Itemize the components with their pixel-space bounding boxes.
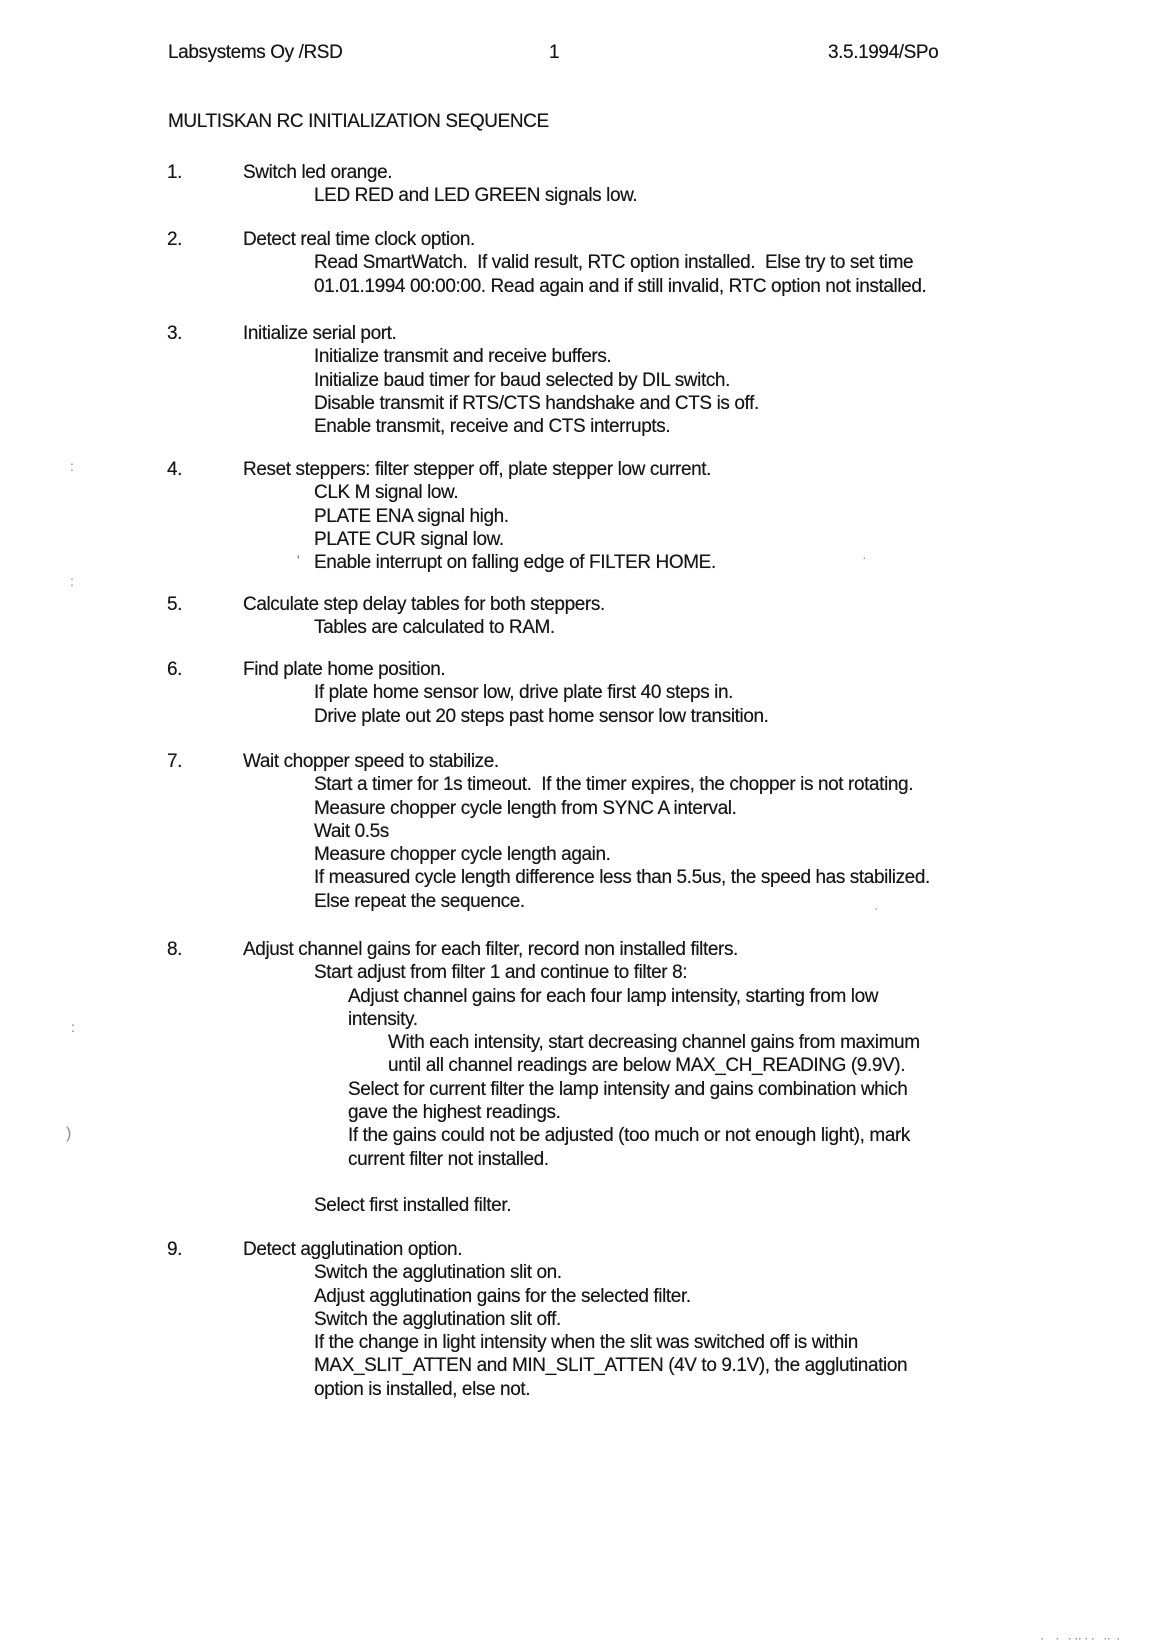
item-line: Measure chopper cycle length from SYNC A interval. [314,797,737,819]
item-line: current filter not installed. [348,1148,549,1170]
document-title: MULTISKAN RC INITIALIZATION SEQUENCE [168,111,549,132]
list-item [167,658,769,728]
item-line: Reset steppers: filter stepper off, plate stepper low current. [243,459,712,480]
item-line: If measured cycle length difference less than 5.5us, the speed has stabilized. [314,867,930,889]
item-line: If the gains could not be adjusted (too much or not enough light), mark [348,1125,911,1147]
scan-speck: ' [297,552,300,568]
scan-speck: ) [66,1125,71,1142]
scan-speck: : [71,1019,75,1035]
item-line: Select first installed filter. [314,1194,512,1216]
item-line: Switch led orange. [243,162,393,183]
item-number: 2. [167,229,183,250]
item-line: Switch the agglutination slit on. [314,1262,562,1284]
scan-dotted-line: · · · ·· · · ·· · [1040,1631,1120,1645]
item-number: 4. [167,459,183,480]
item-number: 1. [167,162,183,183]
list-item [167,228,927,298]
item-line: Wait chopper speed to stabilize. [243,751,499,772]
item-line: Switch the agglutination slit off. [314,1308,561,1330]
item-line: Detect agglutination option. [243,1239,463,1260]
scan-speck: : [70,573,74,589]
list-item [167,161,638,208]
header-company: Labsystems Oy /RSD [168,42,343,63]
item-line: option is installed, else not. [314,1378,531,1400]
item-line: Find plate home position. [243,659,446,680]
item-number: 6. [167,659,183,680]
scan-speck: : [70,458,74,474]
item-line: Calculate step delay tables for both steppers. [243,594,605,615]
item-line: Initialize baud timer for baud selected by DIL switch. [314,369,730,391]
item-line: gave the highest readings. [348,1102,561,1124]
item-line: Detect real time clock option. [243,229,475,250]
item-line: With each intensity, start decreasing channel gains from maximum [388,1032,920,1054]
item-line: Read SmartWatch. If valid result, RTC option installed. Else try to set time [314,252,914,274]
item-line: Enable interrupt on falling edge of FILTER HOME. [314,552,716,574]
scan-speck: · [874,900,879,916]
item-line: If plate home sensor low, drive plate first 40 steps in. [314,682,734,704]
list-item [167,1238,908,1401]
item-line: Start a timer for 1s timeout. If the timer expires, the chopper is not rotating. [314,774,914,796]
item-line: Disable transmit if RTS/CTS handshake and CTS is off. [314,392,759,414]
item-line: PLATE CUR signal low. [314,528,504,550]
header-page-number: 1 [549,42,560,63]
scan-speck: · [862,549,867,565]
item-line: Start adjust from filter 1 and continue to filter 8: [314,962,688,984]
header-date-ref: 3.5.1994/SPo [828,42,939,63]
list-item [167,322,759,438]
item-line: Measure chopper cycle length again. [314,844,611,866]
item-number: 9. [167,1239,183,1260]
item-line: Enable transmit, receive and CTS interrupts. [314,416,671,438]
item-number: 5. [167,594,183,615]
list-item [167,593,605,640]
item-line: Wait 0.5s [314,820,389,842]
list-item [167,458,716,574]
item-line: intensity. [348,1008,418,1030]
item-line: 01.01.1994 00:00:00. Read again and if still invalid, RTC option not installed. [314,275,927,297]
item-line: Initialize transmit and receive buffers. [314,346,612,368]
item-line: Adjust channel gains for each filter, record non installed filters. [243,939,738,960]
item-line: Adjust agglutination gains for the selected filter. [314,1285,691,1307]
list-item [167,938,920,1217]
item-line: LED RED and LED GREEN signals low. [314,185,638,207]
item-line: If the change in light intensity when the slit was switched off is within [314,1332,858,1354]
item-line: Else repeat the sequence. [314,890,525,912]
list-item [167,750,930,913]
item-line: CLK M signal low. [314,482,459,504]
item-line: PLATE ENA signal high. [314,505,509,527]
item-line: MAX_SLIT_ATTEN and MIN_SLIT_ATTEN (4V to 9.1V), the agglutination [314,1355,908,1377]
item-line: Tables are calculated to RAM. [314,617,555,639]
item-number: 7. [167,751,183,772]
item-line: Select for current filter the lamp intensity and gains combination which [348,1078,908,1100]
item-line: until all channel readings are below MAX_CH_READING (9.9V). [388,1055,906,1077]
item-line: Drive plate out 20 steps past home sensor low transition. [314,705,769,727]
item-number: 3. [167,323,183,344]
item-line: Adjust channel gains for each four lamp intensity, starting from low [348,985,879,1007]
item-number: 8. [167,939,183,960]
item-line: Initialize serial port. [243,323,397,344]
